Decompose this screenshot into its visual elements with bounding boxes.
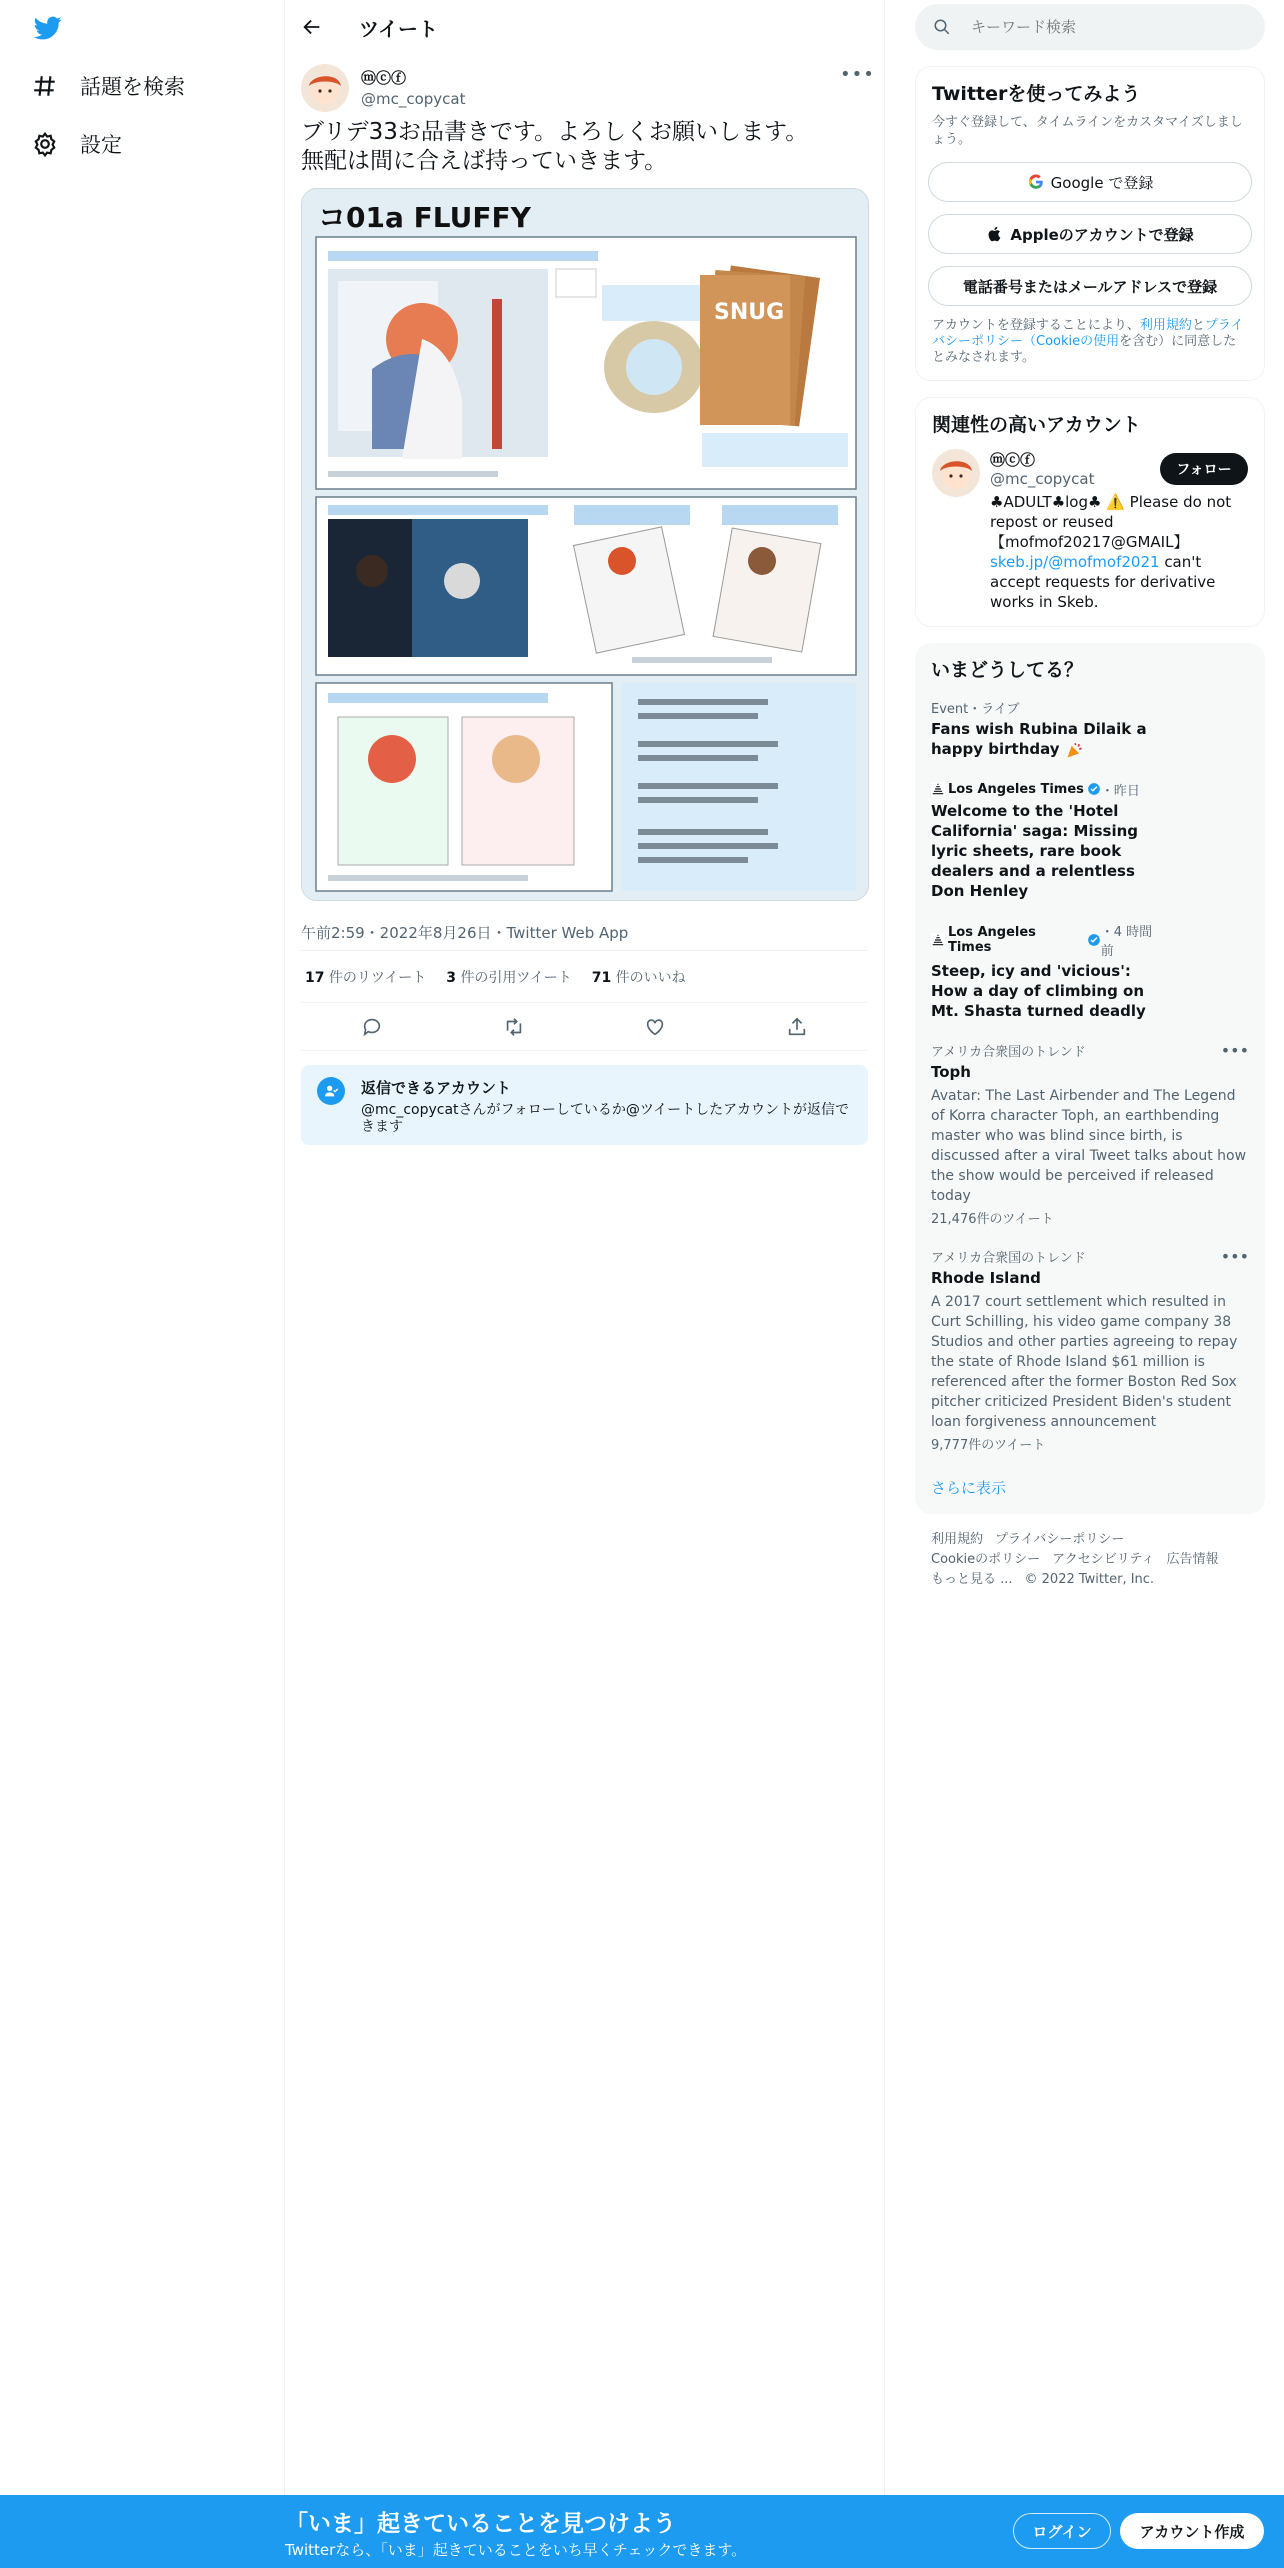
google-signup-button[interactable]	[928, 162, 1252, 202]
apple-signup-label: Appleのアカウントで登録	[1010, 225, 1194, 244]
svg-text:SNUG: SNUG	[714, 300, 785, 325]
legal-text-a: アカウントを登録することにより、	[932, 318, 1140, 333]
apple-signup-button[interactable]	[928, 214, 1252, 254]
create-account-button[interactable]: アカウント作成	[1120, 2513, 1264, 2549]
tweet-actions	[301, 1003, 868, 1051]
quotes-stat[interactable]	[446, 967, 572, 987]
quotes-label: 件の引用ツイート	[455, 969, 572, 986]
trend-title: Toph	[931, 1062, 971, 1081]
trend-item[interactable]	[915, 770, 1265, 911]
more-options-icon[interactable]: •••	[840, 64, 875, 85]
hashtag-icon	[32, 73, 58, 99]
search-bar[interactable]	[915, 4, 1265, 50]
legal-text-c: を含む）に同意したとみなされます。	[932, 334, 1237, 365]
google-signup-label: Google で登録	[1050, 173, 1154, 192]
retweet-icon[interactable]	[503, 1016, 525, 1038]
trend-title	[931, 719, 1165, 760]
author-handle[interactable]: @mc_copycat	[361, 90, 466, 108]
gear-icon	[32, 131, 58, 157]
trend-count: 21,476件のツイート	[931, 1211, 1054, 1227]
nav-explore[interactable]	[32, 66, 185, 106]
main-column	[285, 0, 885, 2495]
trend-title: Rhode Island	[931, 1268, 1041, 1287]
signup-legal	[916, 306, 1264, 380]
retweets-stat[interactable]	[305, 967, 426, 987]
reply-restriction-box	[301, 1065, 868, 1145]
right-sidebar	[915, 0, 1265, 1606]
trend-time: ・4 時間前	[1100, 924, 1153, 959]
trend-item[interactable]	[915, 688, 1265, 770]
retweets-label: 件のリツイート	[324, 969, 427, 986]
reply-icon[interactable]	[361, 1016, 383, 1038]
more-options-icon[interactable]: •••	[1220, 1040, 1249, 1060]
bottombar-sub: Twitterなら、「いま」起きていることをいち早くチェックできます。	[285, 2541, 747, 2559]
bio-skeb-link[interactable]: skeb.jp/@mofmof2021	[990, 553, 1160, 571]
related-bio	[990, 492, 1248, 612]
terms-link[interactable]: 利用規約	[1139, 318, 1192, 333]
tweet-stats	[301, 951, 868, 1003]
trend-source	[931, 921, 1165, 959]
related-accounts-card	[915, 397, 1265, 627]
footer-accessibility[interactable]: アクセシビリティ	[1052, 1551, 1155, 1567]
search-icon	[933, 18, 951, 36]
apple-icon	[986, 225, 1004, 243]
page-title: ツイート	[359, 16, 438, 41]
bottombar-title: 「いま」起きていることを見つけよう	[285, 2511, 676, 2537]
back-arrow-icon[interactable]	[301, 16, 323, 38]
trends-card	[915, 643, 1265, 1514]
trend-source-name: Los Angeles Times	[948, 781, 1084, 797]
related-handle[interactable]: @mc_copycat	[990, 470, 1095, 488]
related-name[interactable]: ⓜⓒⓕ	[990, 451, 1036, 469]
footer-copyright: © 2022 Twitter, Inc.	[1024, 1571, 1155, 1587]
media-title: コ01a FLUFFY	[318, 201, 531, 234]
show-more-link[interactable]: さらに表示	[931, 1478, 1007, 1497]
nav-settings-label: 設定	[80, 133, 122, 157]
signup-title: Twitterを使ってみよう	[932, 83, 1141, 105]
reply-restriction-desc: @mc_copycatさんがフォローしているか@ツイートしたアカウントが返信できます	[361, 1102, 849, 1135]
search-input[interactable]	[971, 18, 1231, 36]
trend-item[interactable]	[915, 911, 1265, 1031]
signup-sub: 今すぐ登録して、タイムラインをカスタマイズしましょう。	[932, 115, 1243, 147]
verified-badge-icon	[1087, 933, 1101, 947]
tweet-meta[interactable]: 午前2:59・2022年8月26日・Twitter Web App	[301, 915, 868, 951]
party-popper-icon	[1065, 740, 1085, 760]
like-icon[interactable]	[644, 1016, 666, 1038]
user-check-icon	[317, 1077, 345, 1105]
legal-text-b: と	[1191, 318, 1205, 333]
related-title: 関連性の高いアカウント	[932, 414, 1141, 436]
retweets-count: 17	[305, 969, 325, 986]
signup-card	[915, 66, 1265, 381]
tweet-media-image[interactable]	[301, 188, 869, 901]
trend-title-text: Fans wish Rubina Dilaik a happy birthday	[931, 720, 1147, 758]
share-icon[interactable]	[786, 1016, 808, 1038]
trend-source	[931, 780, 1165, 799]
bio-text-b: can't accept requests for derivative works in Skeb.	[990, 553, 1216, 611]
left-nav	[0, 0, 285, 2568]
trend-context: Event・ライブ	[931, 702, 1020, 717]
footer-more[interactable]: もっと見る ...	[931, 1571, 1013, 1587]
reply-restriction-title: 返信できるアカウント	[361, 1079, 511, 1097]
login-button[interactable]: ログイン	[1013, 2513, 1111, 2549]
phone-email-signup-label: 電話番号またはメールアドレスで登録	[962, 277, 1218, 296]
trend-title: Welcome to the 'Hotel California' saga: Missing lyric sheets, rare book dealers and a relentless Don Henley	[931, 801, 1139, 900]
header	[285, 0, 884, 54]
bottom-signup-bar	[0, 2495, 1284, 2568]
phone-email-signup-button[interactable]	[928, 266, 1252, 306]
trend-item[interactable]	[915, 1237, 1265, 1463]
follow-button[interactable]: フォロー	[1160, 453, 1248, 485]
footer-terms[interactable]: 利用規約	[931, 1531, 984, 1547]
lat-logo-icon	[931, 782, 945, 796]
trend-context: アメリカ合衆国のトレンド	[931, 1044, 1086, 1060]
avatar[interactable]	[301, 64, 349, 112]
nav-settings[interactable]	[32, 124, 122, 164]
twitter-logo-icon[interactable]	[32, 14, 64, 42]
lat-logo-icon	[931, 933, 945, 947]
trend-item[interactable]	[915, 1031, 1265, 1237]
trend-desc: Avatar: The Last Airbender and The Legend of Korra character Toph, an earthbending master who was blind since birth, is discussed after a viral Tweet talks about how the show would be perceived if released today	[931, 1087, 1247, 1204]
more-options-icon[interactable]: •••	[1220, 1246, 1249, 1266]
footer-cookie[interactable]: Cookieのポリシー	[931, 1551, 1041, 1567]
trend-time: ・昨日	[1100, 783, 1140, 799]
nav-explore-label: 話題を検索	[80, 75, 185, 99]
trend-title: Steep, icy and 'vicious': How a day of climbing on Mt. Shasta turned deadly	[931, 961, 1146, 1020]
related-account[interactable]	[932, 449, 1248, 612]
trends-title: いまどうしてる？	[931, 659, 1084, 681]
footer-privacy[interactable]: プライバシーポリシー	[995, 1531, 1125, 1547]
trend-source-name: Los Angeles Times	[947, 924, 1036, 955]
author-display-name[interactable]: ⓜⓒⓕ	[361, 69, 407, 87]
verified-badge-icon	[1087, 782, 1101, 796]
trend-desc: A 2017 court settlement which resulted in Curt Schilling, his video game company 38 Studios and other parties agreeing to repay the state of Rhode Island $61 million is referenced after the former Boston Red Sox pitcher criticized President Biden's student loan forgiveness announcement	[931, 1293, 1238, 1430]
trend-count: 9,777件のツイート	[931, 1437, 1046, 1453]
google-icon	[1027, 173, 1045, 191]
bio-text-a: ♣ADULT♣log♣ ⚠️ Please do not repost or reused 【mofmof20217@GMAIL】	[990, 493, 1232, 551]
likes-label: 件のいいね	[611, 969, 686, 986]
tweet-text: ブリデ33お品書きです。よろしくお願いします。 無配は間に合えば持っていきます。	[301, 119, 809, 174]
tweet	[285, 54, 884, 1145]
likes-count: 71	[591, 969, 612, 986]
footer-ads[interactable]: 広告情報	[1166, 1551, 1219, 1567]
privacy-link[interactable]: プライバシーポリシー（Cookieの使用	[932, 318, 1244, 349]
footer	[915, 1514, 1265, 1606]
tweet-author	[301, 54, 875, 114]
quotes-count: 3	[446, 969, 456, 986]
likes-stat[interactable]	[592, 967, 686, 987]
related-avatar[interactable]	[932, 449, 980, 497]
trend-context: アメリカ合衆国のトレンド	[931, 1250, 1086, 1266]
